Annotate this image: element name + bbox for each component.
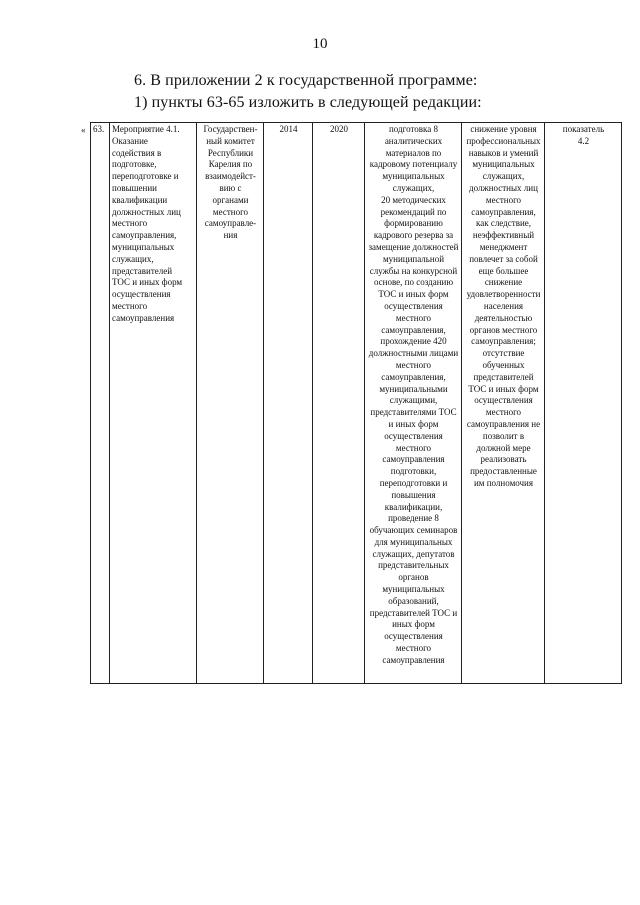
row-number-cell [91,123,110,684]
executor-text: Государствен- ный комитет Республики Карелия по взаимодейст- вию с органами местного самоуправле- ния [203,124,258,241]
section-heading: 6. В приложении 2 к государственной программе: [134,72,478,89]
risk-text: снижение уровня профессиональных навыков и умений муниципальных служащих, должностных лиц местного самоуправления, как следствие, неэффективный менеджмент повлечет за собой еще большее снижение удовлетворенности населения деятельностью органов местного самоуправления; отсутствие обученных представителей ТОС и иных форм осуществления местного самоуправления не позволит в должной мере реализовать предоставленные им полномочия [466,124,541,488]
section-subheading: 1) пункты 63-65 изложить в следующей редакции: [134,94,482,111]
table-row [91,123,622,684]
start-year: 2014 [279,124,298,134]
risk-cell [462,123,545,684]
executor-cell [197,123,264,684]
opening-quote: « [81,125,86,135]
indicator-text: показатель 4.2 [562,124,605,146]
indicator-cell [545,123,622,684]
row-number: 63. [93,124,105,134]
event-text: Мероприятие 4.1. Оказание содействия в подготовке, переподготовке и повышении квалификации должностных лиц местного самоуправления, муниципальных служащих, представителей ТОС и иных форм осуществления местного самоуправления [112,124,183,323]
result-text: подготовка 8 аналитических материалов по кадровому потенциалу муниципальных служащих, 20 методических рекомендаций по формированию кадрового резерва за замещение должностей муниципальной службы на конкурсной основе, по созданию ТОС и иных форм осуществления местного самоуправления, прохождение 420 должностными лицами местного самоуправления, муниципальными служащими, представителями ТОС и иных форм осуществления местного самоуправления подготовки, переподготовки и повышения квалификации, проведение 8 обучающих семинаров для муниципальных служащих, депутатов представительных органов муниципальных образований, представителей ТОС и иных форм осуществления местного самоуправления [368,124,459,665]
result-cell [365,123,462,684]
event-cell [110,123,197,684]
page-number: 10 [312,36,328,52]
start-year-cell [264,123,313,684]
end-year: 2020 [330,124,348,134]
end-year-cell [313,123,365,684]
program-table [90,122,622,684]
